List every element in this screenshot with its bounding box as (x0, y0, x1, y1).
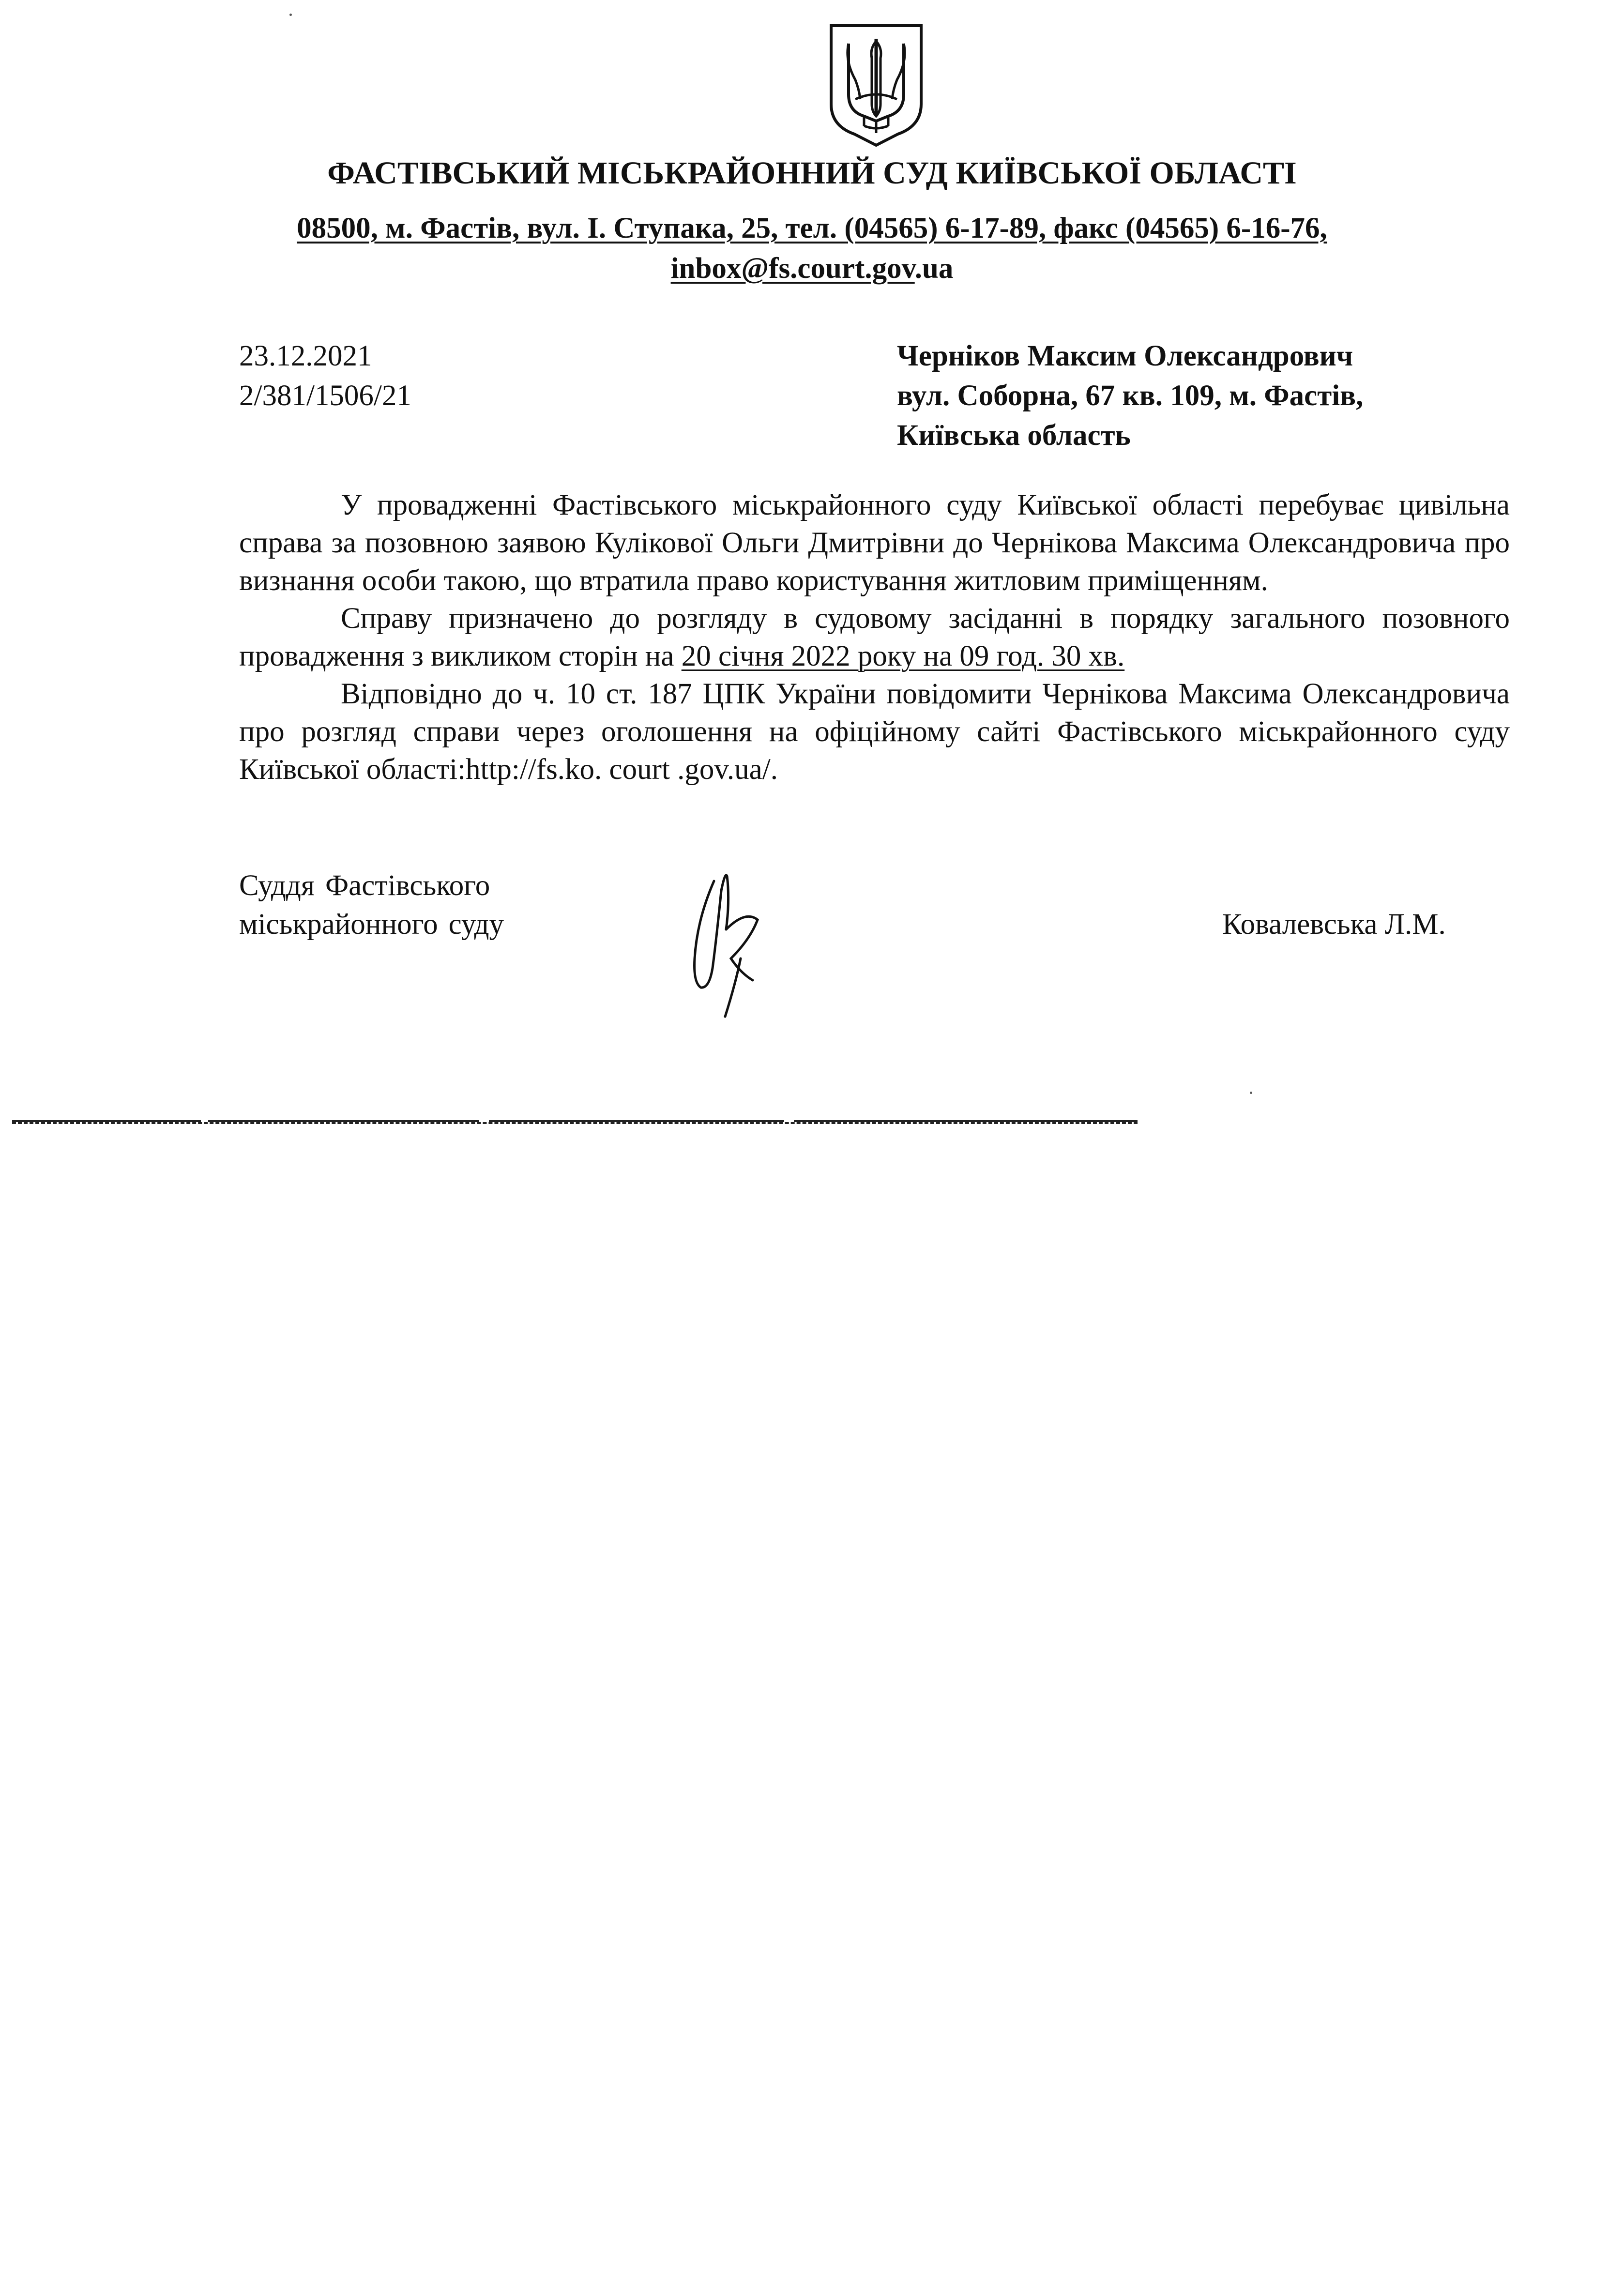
recipient-address-line1: вул. Соборна, 67 кв. 109, м. Фастів, (897, 380, 1364, 412)
recipient-block (897, 336, 1363, 456)
paragraph-notification: Відповідно до ч. 10 ст. 187 ЦПК України повідомити Чернікова Максима Олександровича про розгляд справи через оголошення на офіційному сайті Фастівського міськрайонного суду Київської області:http://fs.ko. court .gov.ua/. (239, 678, 1510, 786)
judge-title-word2: Фастівського (325, 869, 490, 902)
judge-title-word4: суду (448, 908, 504, 941)
hearing-datetime: 20 січня 2022 року на 09 год. 30 хв. (681, 640, 1125, 672)
bottom-divider (12, 1122, 1138, 1124)
court-name-heading: ФАСТІВСЬКИЙ МІСЬКРАЙОННИЙ СУД КИЇВСЬКОЇ ОБЛАСТІ (327, 155, 1297, 191)
judge-title-word3: міськрайонного (239, 908, 438, 941)
document-meta (239, 336, 411, 416)
recipient-address-line2: Київська область (897, 419, 1131, 452)
judge-title-line1 (239, 867, 504, 905)
judge-signature (668, 862, 784, 1021)
coat-of-arms-icon (825, 22, 927, 148)
judge-title-word1: Суддя (239, 869, 315, 902)
paragraph-case-description: У провадженні Фастівського міськрайонного суду Київської області перебуває цивільна справа за позовною заявою Кулікової Ольги Дмитрівни до Чернікова Максима Олександровича про визнання особи такою, що втратила право користування житловим приміщенням. (239, 489, 1510, 597)
court-email-link[interactable]: inbox@fs.court.gov (670, 252, 915, 285)
recipient-name: Черніков Максим Олександрович (897, 340, 1353, 372)
bottom-divider-segment (208, 1120, 479, 1122)
judge-title-line2 (239, 905, 504, 944)
scan-speck (289, 14, 292, 16)
bottom-divider-segment (794, 1120, 1138, 1122)
court-email-tail: .ua (914, 252, 954, 285)
letter-body (239, 487, 1510, 789)
hearing-text: Справу призначено до розгляду в судовому засіданні в порядку загального позовного провадження з викликом сторін на (239, 602, 1510, 672)
document-date: 23.12.2021 (239, 340, 372, 372)
case-number: 2/381/1506/21 (239, 380, 411, 412)
bottom-divider-segment (489, 1120, 784, 1122)
judge-name: Ковалевська Л.М. (1222, 908, 1446, 941)
court-address-line: 08500, м. Фастів, вул. І. Ступака, 25, тел. (04565) 6-17-89, факс (04565) 6-16-76, (297, 212, 1327, 244)
bottom-divider-segment (12, 1120, 201, 1122)
paragraph-hearing-schedule (239, 600, 1510, 675)
judge-title (239, 867, 504, 944)
scan-speck (1250, 1092, 1252, 1094)
court-email-line (0, 249, 1624, 288)
